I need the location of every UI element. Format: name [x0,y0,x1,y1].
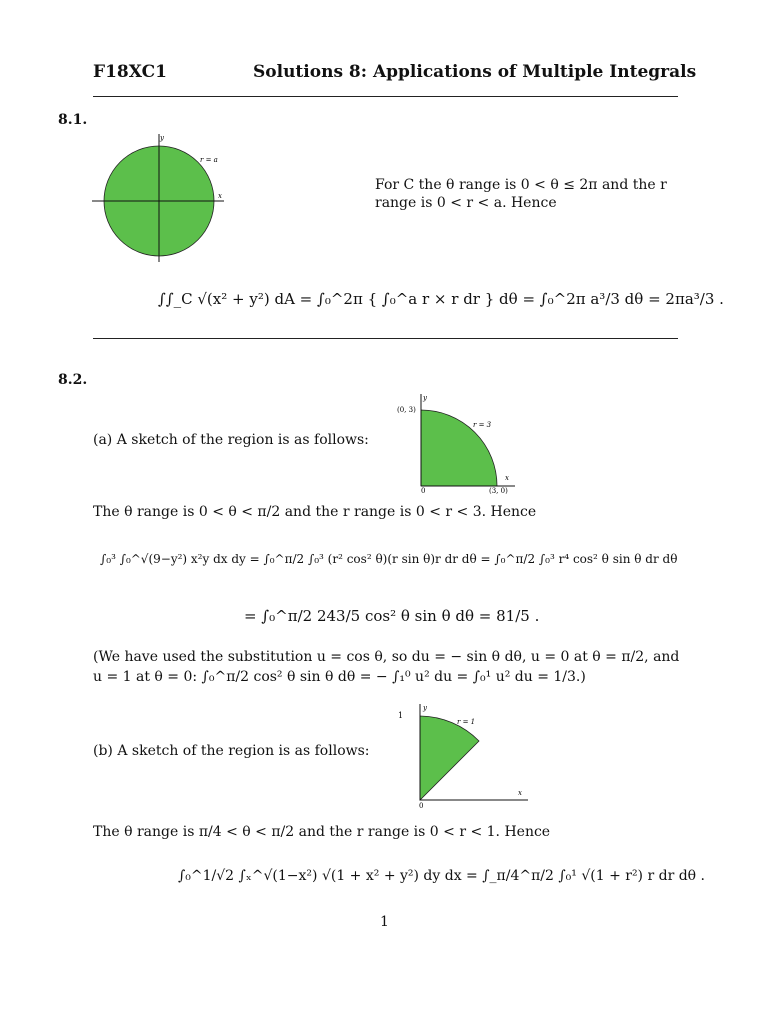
point-right-label: (3, 0) [489,487,508,494]
equation-8-1: ∫∫_C √(x² + y²) dA = ∫₀^2π { ∫₀^a r × r dr } dθ = ∫₀^2π a³/3 dθ = 2πa³/3 . [158,290,724,308]
section-number-8-1: 8.1. [58,112,88,128]
tick-y-label: 1 [398,711,404,720]
header-rule [93,96,678,97]
section-rule [93,338,678,339]
equation-8-2a-line1: ∫₀³ ∫₀^√(9−y²) x²y dx dy = ∫₀^π/2 ∫₀³ (r² cos² θ)(r sin θ)r dr dθ = ∫₀^π/2 ∫₀³ r⁴ cos² θ sin θ dr dθ [100,552,678,566]
origin-label: 0 [419,802,424,810]
figure-sector [390,702,530,814]
equation-8-2b: ∫₀^1/√2 ∫ₓ^√(1−x²) √(1 + x² + y²) dy dx = ∫_π/4^π/2 ∫₀¹ √(1 + r²) r dr dθ . [178,868,706,884]
y-axis-label: y [423,394,427,402]
sector-region [420,716,479,800]
substitution-note-line1: (We have used the substitution u = cos θ, so du = − sin θ dθ, u = 0 at θ = π/2, and [93,649,680,665]
y-axis-label: y [160,134,164,142]
origin-label: 0 [421,487,426,494]
figure-quarter-disk [395,392,520,494]
part-a-intro: (a) A sketch of the region is as follows: [93,432,369,448]
part-a-ranges: The θ range is 0 < θ < π/2 and the r range is 0 < r < 3. Hence [93,504,537,520]
page-title: Solutions 8: Applications of Multiple Integrals [253,62,697,82]
page-number: 1 [380,914,389,930]
x-axis-label: x [505,474,509,482]
curve-label: r = 1 [457,718,476,726]
equation-8-2a-line2: = ∫₀^π/2 243/5 cos² θ sin θ dθ = 81/5 . [244,607,540,625]
section-number-8-2: 8.2. [58,372,88,388]
x-axis-label: x [518,789,522,797]
part-b-ranges: The θ range is π/4 < θ < π/2 and the r range is 0 < r < 1. Hence [93,824,551,840]
y-axis-label: y [423,704,427,712]
figure-disk [90,132,230,264]
point-top-label: (0, 3) [397,406,416,414]
curve-label: r = 3 [473,421,492,429]
x-axis-label: x [218,192,222,200]
part-b-intro: (b) A sketch of the region is as follows: [93,743,370,759]
curve-label: r = a [200,156,218,164]
section-8-1-text: For C the θ range is 0 < θ ≤ 2π and the r range is 0 < r < a. Hence [375,177,667,211]
substitution-note-line2: u = 1 at θ = 0: ∫₀^π/2 cos² θ sin θ dθ = − ∫₁⁰ u² du = ∫₀¹ u² du = 1/3.) [93,669,586,685]
course-code: F18XC1 [93,62,167,82]
